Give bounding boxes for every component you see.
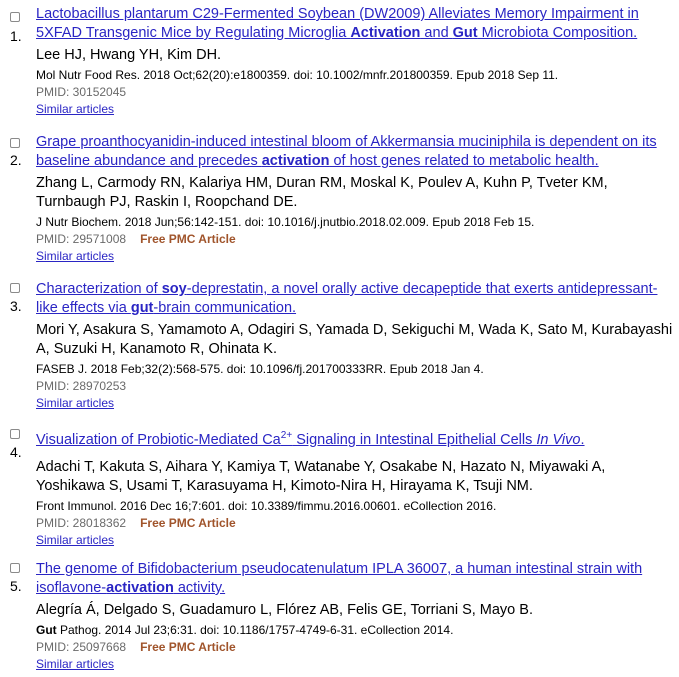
result-pmid: PMID: 25097668 [36,640,127,654]
result-number: 2. [10,152,22,168]
similar-articles-link[interactable]: Similar articles [36,102,115,116]
result-checkbox[interactable] [10,429,20,439]
result-citation: Front Immunol. 2016 Dec 16;7:601. doi: 10.3389/fimmu.2016.00601. eCollection 2016. [36,498,497,513]
result-checkbox[interactable] [10,12,20,22]
result-citation: Gut Pathog. 2014 Jul 23;6:31. doi: 10.1186/1757-4749-6-31. eCollection 2014. [36,623,454,637]
result-citation: FASEB J. 2018 Feb;32(2):568-575. doi: 10.1096/fj.201700333RR. Epub 2018 Jan 4. [36,362,484,376]
result-pmid-line [36,231,676,247]
result-citation: J Nutr Biochem. 2018 Jun;56:142-151. doi: 10.1016/j.jnutbio.2018.02.009. Epub 2018 Feb 15. [36,215,535,229]
similar-articles-link[interactable]: Similar articles [36,249,115,263]
result-title-link[interactable]: Grape proanthocyanidin-induced intestinal bloom of Akkermansia muciniphila is dependent on its baseline abundance and precedes activation of host genes related to metabolic health. [36,134,657,169]
result-checkbox[interactable] [10,138,20,148]
result-title-link[interactable]: Visualization of Probiotic-Mediated $Ca^{2+}$ Signaling in Intestinal Epithelial Cells In Vivo. [36,430,585,448]
result-number: 4. [10,444,22,460]
result-pmid: PMID: 30152045 [36,85,127,99]
result-title-link[interactable]: Lactobacillus plantarum C29-Fermented Soybean (DW2009) Alleviates Memory Impairment in 5XFAD Transgenic Mice by Regulating Microglia Activation and Gut Microbiota Composition. [36,6,639,41]
similar-articles-link[interactable]: Similar articles [36,657,115,671]
result-pmid: PMID: 28970253 [36,379,127,393]
result-pmid: PMID: 28018362 [36,515,127,530]
result-authors: Lee HJ, Hwang YH, Kim DH. [36,47,222,63]
result-number: 1. [10,28,22,44]
result-authors: Mori Y, Asakura S, Yamamoto A, Odagiri S, Yamada D, Sekiguchi M, Wada K, Sato M, Kurabayashi A, Suzuki H, Kanamoto R, Ohinata K. [36,322,673,357]
free-pmc-article-badge[interactable]: Free PMC Article [140,515,236,530]
similar-articles-link[interactable]: Similar articles [36,532,115,547]
result-title-link[interactable]: The genome of Bifidobacterium pseudocatenulatum IPLA 36007, a human intestinal strain with isoflavone-activation activity. [36,561,643,596]
free-pmc-article-badge[interactable]: Free PMC Article [140,232,236,246]
result-title-link[interactable]: Characterization of soy-deprestatin, a novel orally active decapeptide that exerts antidepressant-like effects via gut-brain communication. [36,281,658,316]
free-pmc-article-badge[interactable]: Free PMC Article [140,640,236,654]
result-pmid-line [36,639,676,655]
result-checkbox[interactable] [10,563,20,573]
result-checkbox[interactable] [10,283,20,293]
result-pmid-line [36,378,676,394]
result-pmid-line [36,84,676,100]
result-citation: Mol Nutr Food Res. 2018 Oct;62(20):e1800359. doi: 10.1002/mnfr.201800359. Epub 2018 Sep 11. [36,68,559,82]
result-authors: Zhang L, Carmody RN, Kalariya HM, Duran RM, Moskal K, Poulev A, Kuhn P, Tveter KM, Turnbaugh PJ, Raskin I, Roopchand DE. [36,175,608,210]
result-pmid-line [36,515,676,531]
similar-articles-link[interactable]: Similar articles [36,396,115,410]
result-authors: Adachi T, Kakuta S, Aihara Y, Kamiya T, Watanabe Y, Osakabe N, Hazato N, Miyawaki A, Yoshikawa S, Usami T, Karasuyama H, Kimoto-Nira H, Hirayama K, Tsuji NM. [36,458,606,494]
result-pmid: PMID: 29571008 [36,232,127,246]
result-number: 3. [10,298,22,314]
result-number: 5. [10,578,22,594]
result-authors: Alegría Á, Delgado S, Guadamuro L, Flórez AB, Felis GE, Torriani S, Mayo B. [36,602,533,618]
